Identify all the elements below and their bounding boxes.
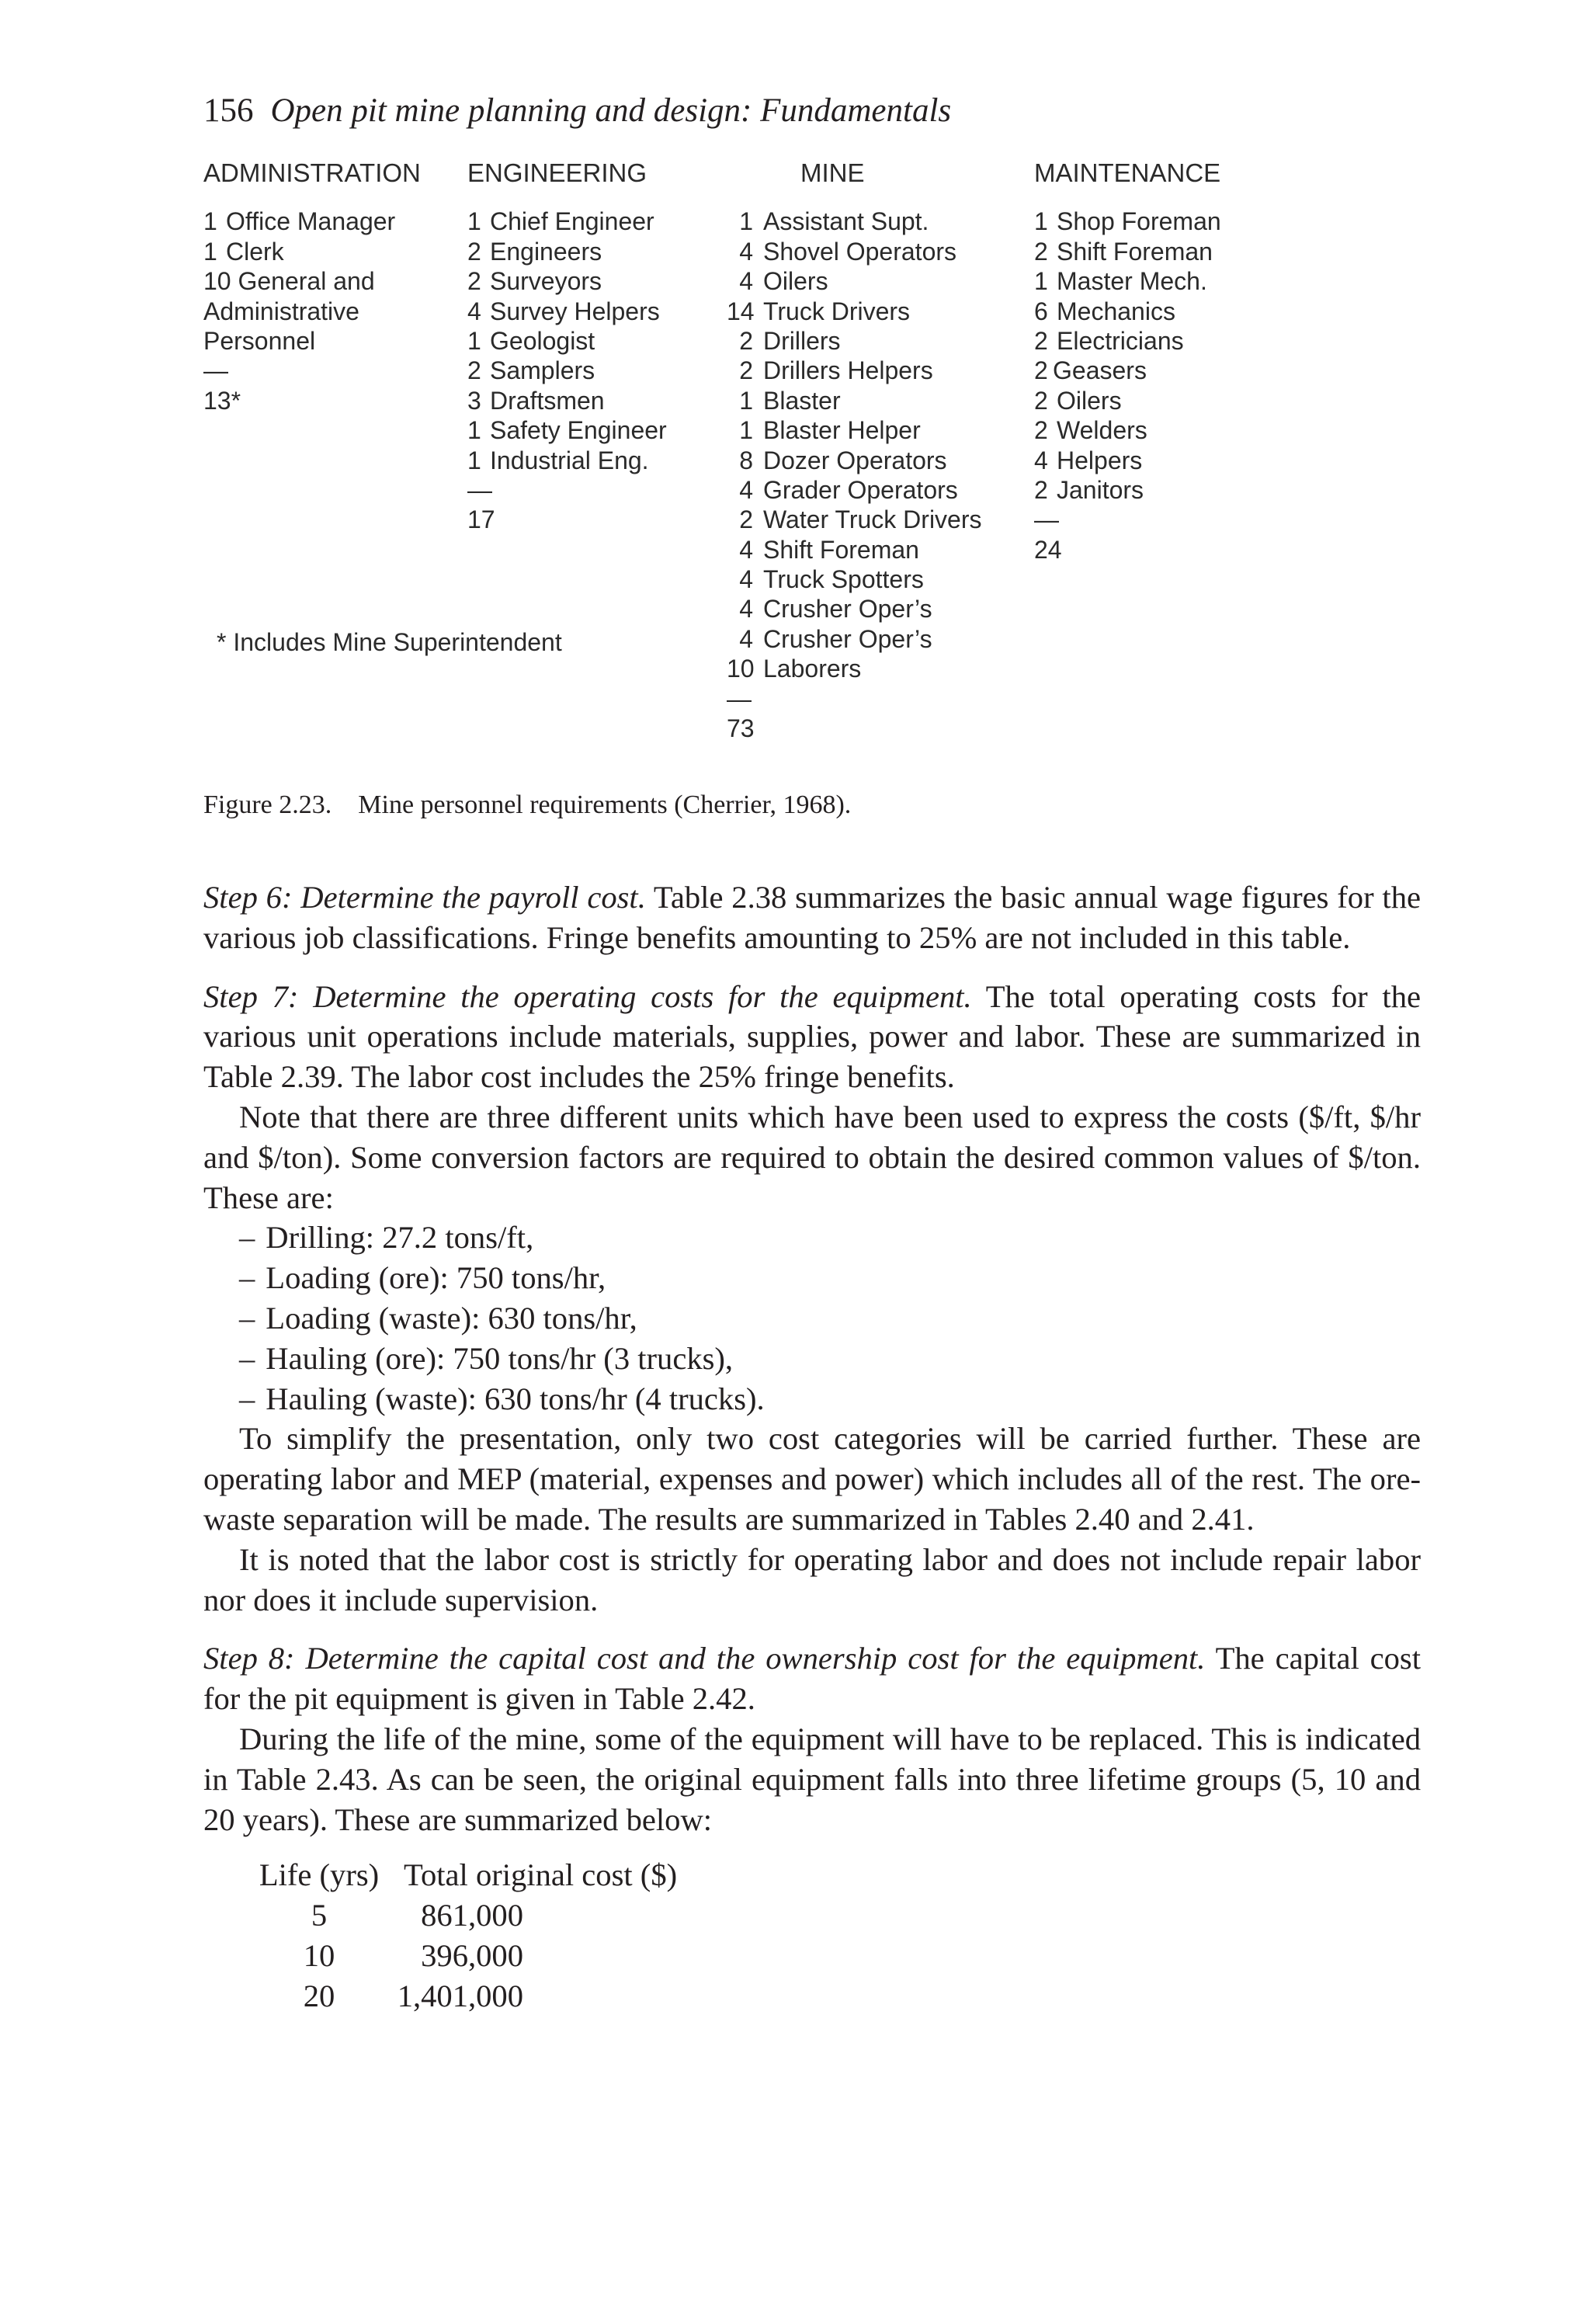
personnel-row: 2 Samplers — [467, 356, 595, 385]
column-total: 24 — [1034, 535, 1062, 564]
column-heading: ADMINISTRATION — [203, 158, 421, 187]
personnel-row: 2 Water Truck Drivers — [739, 505, 982, 534]
column-engineering — [467, 158, 667, 535]
paragraph-step8: Step 8: Determine the capital cost and the ownership cost for the equipment. The capital cost for the pit equipment is given in Table 2.42. — [203, 1641, 1421, 1717]
column-total: 73 — [727, 714, 755, 743]
paragraph: It is noted that the labor cost is strictly for operating labor and does not include repair labor nor does it include supervision. — [203, 1541, 1421, 1617]
personnel-figure — [203, 158, 1244, 756]
personnel-row: 6 Mechanics — [1034, 297, 1175, 325]
personnel-row: 4 Shift Foreman — [739, 535, 919, 564]
list-item: – Hauling (waste): 630 tons/hr (4 trucks). — [239, 1381, 765, 1416]
personnel-row: 4 Oilers — [739, 267, 828, 296]
sum-rule: — — [727, 684, 752, 713]
personnel-row: 4 Shovel Operators — [739, 237, 957, 266]
personnel-row: 4 Truck Spotters — [739, 565, 924, 594]
table-row: 20 1,401,000 — [303, 1978, 523, 2013]
personnel-row: 1 Office Manager — [203, 207, 396, 236]
step-heading: Step 7: Determine the operating costs for the equipment. — [203, 978, 972, 1014]
personnel-row: 8 Dozer Operators — [739, 446, 947, 474]
personnel-row: 10 Laborers — [727, 655, 862, 683]
table-row: 5 861,000 — [311, 1898, 523, 1933]
column-total: 17 — [467, 505, 495, 534]
personnel-row: 1 Safety Engineer — [467, 416, 667, 445]
personnel-row: 2 Surveyors — [467, 267, 602, 296]
step-heading: Step 6: Determine the payroll cost. — [203, 880, 646, 915]
personnel-row: 3 Draftsmen — [467, 386, 605, 415]
sum-rule: — — [1034, 505, 1059, 534]
personnel-row: 14 Truck Drivers — [727, 297, 911, 325]
table-header-row — [255, 1855, 1421, 1895]
personnel-row: 4 Survey Helpers — [467, 297, 660, 325]
personnel-line: 10 General and — [203, 267, 375, 296]
personnel-row: 1 Industrial Eng. — [467, 446, 649, 474]
running-header — [203, 92, 951, 130]
figure-caption — [203, 790, 851, 820]
personnel-row: 4 Grader Operators — [739, 475, 958, 504]
column-administration — [203, 158, 421, 415]
column-heading: MINE — [800, 158, 865, 187]
personnel-row: 1 Clerk — [203, 237, 284, 266]
life-table — [255, 1855, 1421, 2016]
personnel-row: 1 Shop Foreman — [1034, 207, 1221, 236]
paragraph-step7: Step 7: Determine the operating costs for the equipment. The total operating costs for the various unit operations include materials, supplies, power and labor. These are summarized in Table 2.39. The labor cost includes the 25% fringe benefits. — [203, 978, 1422, 1095]
personnel-row: 1 Chief Engineer — [467, 207, 654, 236]
personnel-row: 2 Drillers Helpers — [739, 356, 933, 385]
book-title: Open pit mine planning and design: Fundamentals — [270, 92, 952, 129]
body-text — [203, 877, 1421, 2017]
personnel-row: 4 Crusher Oper’s — [739, 624, 932, 653]
column-header: Total original cost ($) — [404, 1857, 678, 1893]
personnel-row: 2 Janitors — [1034, 475, 1144, 504]
column-header: Life (yrs) — [259, 1857, 380, 1893]
column-total: 13* — [203, 386, 241, 415]
personnel-row: 2 Geasers — [1034, 356, 1147, 385]
list-item: – Hauling (ore): 750 tons/hr (3 trucks), — [239, 1340, 734, 1376]
column-heading: ENGINEERING — [467, 158, 647, 187]
list-item: – Loading (waste): 630 tons/hr, — [239, 1300, 637, 1336]
personnel-row: 1 Assistant Supt. — [739, 207, 929, 236]
sum-rule: — — [203, 356, 228, 385]
personnel-row: 4 Helpers — [1034, 446, 1143, 474]
column-mine — [727, 158, 982, 743]
page-number: 156 — [203, 92, 254, 129]
personnel-row: 2 Engineers — [467, 237, 602, 266]
personnel-line: Personnel — [203, 326, 316, 355]
table-row: 10 396,000 — [303, 1937, 523, 1973]
sum-rule: — — [467, 475, 492, 504]
paragraph: During the life of the mine, some of the equipment will have to be replaced. This is indicated in Table 2.43. As can be seen, the original equipment falls into three lifetime groups (5, 10 and 20 years). These are summarized below: — [203, 1721, 1421, 1837]
caption-text: Mine personnel requirements (Cherrier, 1968). — [358, 790, 852, 819]
column-heading: MAINTENANCE — [1034, 158, 1221, 187]
paragraph-step6: Step 6: Determine the payroll cost. Table 2.38 summarizes the basic annual wage figures for the various job classifications. Fringe benefits amounting to 25% are not included in this table. — [203, 880, 1421, 955]
paragraph: Note that there are three different units which have been used to express the costs ($/ft, $/hr and $/ton). Some conversion factors are required to obtain the desired common values of $/ton. These are: — [203, 1099, 1421, 1215]
figure-footnote: * Includes Mine Superintendent — [217, 628, 562, 656]
personnel-row: 2 Oilers — [1034, 386, 1122, 415]
list-item: – Loading (ore): 750 tons/hr, — [239, 1260, 606, 1296]
personnel-row: 1 Blaster Helper — [739, 416, 921, 445]
step-heading: Step 8: Determine the capital cost and the ownership cost for the equipment. — [203, 1641, 1206, 1676]
personnel-row: 1 Blaster — [739, 386, 841, 415]
personnel-row: 2 Electricians — [1034, 326, 1184, 355]
paragraph: To simplify the presentation, only two cost categories will be carried further. These are operating labor and MEP (material, expenses and power) which includes all of the rest. The ore-waste separation will be made. The results are summarized in Tables 2.40 and 2.41. — [203, 1421, 1421, 1537]
list-item: – Drilling: 27.2 tons/ft, — [239, 1220, 534, 1256]
personnel-row: 4 Crusher Oper’s — [739, 595, 932, 624]
personnel-row: 1 Geologist — [467, 326, 595, 355]
personnel-row: 2 Drillers — [739, 326, 841, 355]
personnel-row: 1 Master Mech. — [1034, 267, 1207, 296]
personnel-line: Administrative — [203, 297, 359, 325]
personnel-row: 2 Shift Foreman — [1034, 237, 1213, 266]
caption-label: Figure 2.23. — [203, 790, 332, 819]
column-maintenance — [1034, 158, 1221, 564]
personnel-row: 2 Welders — [1034, 416, 1147, 445]
